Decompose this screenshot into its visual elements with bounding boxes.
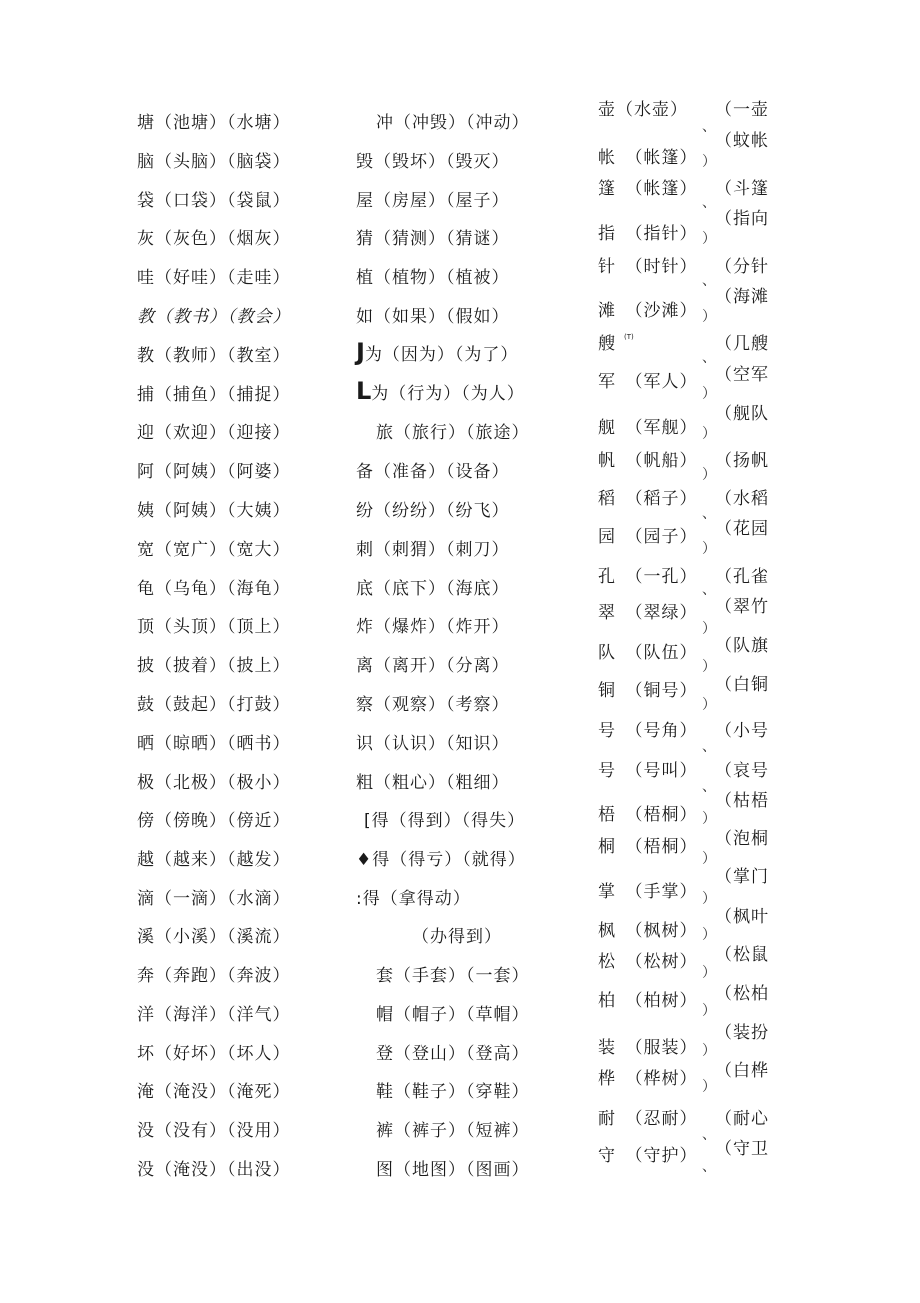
word-entry: 裤（裤子）（短裤）: [376, 1121, 530, 1141]
word-entry: 篷 （帐篷）: [598, 179, 698, 199]
word-entry: 备（准备）（设备）: [356, 462, 510, 482]
word-entry: 哇（好哇）（走哇）: [137, 268, 291, 288]
paren-mark: ）: [702, 965, 716, 981]
word-entry: 傍（傍晚）（傍近）: [137, 811, 291, 831]
word-entry: 毁（毁坏）（毁灭）: [356, 152, 510, 172]
word-entry: 艘: [598, 334, 616, 354]
word-entry: 旅（旅行）（旅途）: [376, 423, 530, 443]
paren-mark: ）: [702, 1003, 716, 1019]
paren-mark: ）: [702, 697, 716, 713]
word-entry: 帽（帽子）（草帽）: [376, 1005, 530, 1025]
bracket-prefix: [: [364, 811, 372, 831]
word-entry: 坏（好坏）（坏人）: [137, 1044, 291, 1064]
word-entry: 冲（冲毁）（冲动）: [376, 113, 530, 133]
paren-mark: ）: [702, 154, 716, 170]
word-entry-tail: （扬帆: [715, 451, 769, 471]
word-entry: 脑（头脑）（脑袋）: [137, 152, 291, 172]
word-entry-tail: （分针: [715, 257, 769, 277]
word-entry: 迎（欢迎）（迎接）: [137, 423, 291, 443]
word-entry-tail: （蚊帐: [715, 131, 769, 151]
word-entry: 号 （号叫）: [598, 761, 698, 781]
footnote-marker: (T): [624, 333, 634, 341]
word-entry: 粗（粗心）（粗细）: [356, 773, 510, 793]
word-entry: 帆 （帆船）: [598, 451, 698, 471]
word-entry: 柏 （柏树）: [598, 991, 698, 1011]
word-entry: 猜（猜测）（猜谜）: [356, 229, 510, 249]
word-entry: 宽（宽广）（宽大）: [137, 540, 291, 560]
word-entry: 底（底下）（海底）: [356, 579, 510, 599]
word-entry: 滴（一滴）（水滴）: [137, 889, 291, 909]
word-entry-tail: （几艘: [715, 334, 769, 354]
comma-mark: 、: [702, 739, 716, 755]
paren-mark: ）: [702, 386, 716, 402]
word-entry: 教（教师）（教室）: [137, 346, 291, 366]
word-entry: 披（披着）（披上）: [137, 656, 291, 676]
word-entry: 队 （队伍）: [598, 643, 698, 663]
word-entry: 如（如果）（假如）: [356, 307, 510, 327]
word-entry: 枫 （枫树）: [598, 921, 698, 941]
word-entry: 越（越来）（越发）: [137, 850, 291, 870]
word-entry: 桐 （梧桐）: [598, 837, 698, 857]
word-entry: 察（观察）（考察）: [356, 695, 510, 715]
word-entry-tail: （队旗: [715, 636, 769, 656]
word-entry: 溪（小溪）（溪流）: [137, 927, 291, 947]
word-entry: 塘（池塘）（水塘）: [137, 113, 291, 133]
word-entry-tail: （小号: [715, 721, 769, 741]
word-entry-tail: （守卫: [715, 1139, 769, 1159]
paren-mark: ）: [702, 467, 716, 483]
word-entry-tail: （斗篷: [715, 179, 769, 199]
comma-mark: 、: [702, 1159, 716, 1175]
paren-mark: ）: [702, 659, 716, 675]
word-entry-tail: （舰队: [715, 404, 769, 424]
word-entry: 刺（刺猬）（刺刀）: [356, 540, 510, 560]
word-entry: 套（手套）（一套）: [376, 966, 530, 986]
word-entry: 桦 （桦树）: [598, 1069, 698, 1089]
word-entry-wei-2: L为（行为）（为人）: [356, 377, 525, 405]
word-entry: 针 （时针）: [598, 257, 698, 277]
word-entry: 姨（阿姨）（大姨）: [137, 501, 291, 521]
word-entry: 指 （指针）: [598, 224, 698, 244]
word-entry: 装 （服装）: [598, 1038, 698, 1058]
word-entry-tail: （孔雀: [715, 567, 769, 587]
paren-mark: ）: [702, 1079, 716, 1095]
word-entry-tail: （白桦: [715, 1061, 769, 1081]
word-entry: 极（北极）（极小）: [137, 773, 291, 793]
word-entry: 洋（海洋）（洋气）: [137, 1005, 291, 1025]
word-entry: 军 （军人）: [598, 372, 698, 392]
word-entry-wei-1: J为（因为）（为了）: [356, 338, 519, 366]
word-entry-tail: （空军: [715, 365, 769, 385]
word-entry: 稻 （稻子）: [598, 489, 698, 509]
paren-mark: ）: [702, 927, 716, 943]
word-entry-tail: （翠竹: [715, 597, 769, 617]
word-entry: 守 （守护）: [598, 1146, 698, 1166]
word-entry: 滩 （沙滩）: [598, 301, 698, 321]
comma-mark: 、: [702, 195, 716, 211]
comma-mark: 、: [702, 350, 716, 366]
word-entry-tail: （指向: [715, 209, 769, 229]
paren-mark: ）: [702, 851, 716, 867]
word-entry-tail: （枯梧: [715, 791, 769, 811]
word-entry: 鼓（鼓起）（打鼓）: [137, 695, 291, 715]
paren-mark: ）: [702, 1043, 716, 1059]
word-entry: 帐 （帐篷）: [598, 148, 698, 168]
word-entry-tail: （装扮: [715, 1023, 769, 1043]
word-entry: 没（没有）（没用）: [137, 1121, 291, 1141]
comma-mark: 、: [702, 119, 716, 135]
word-entry: 炸（爆炸）（炸开）: [356, 617, 510, 637]
word-entry: 阿（阿姨）（阿婆）: [137, 462, 291, 482]
word-entry: 屋（房屋）（屋子）: [356, 191, 510, 211]
word-entry: 离（离开）（分离）: [356, 656, 510, 676]
word-entry-tail: （掌门: [715, 867, 769, 887]
word-entry-tail: （枫叶: [715, 907, 769, 927]
bracket-prefix: J: [356, 338, 365, 366]
paren-mark: ）: [702, 426, 716, 442]
word-entry-de-3: :得（拿得动）: [356, 889, 471, 909]
word-entry: 松 （松树）: [598, 952, 698, 972]
bracket-prefix: L: [356, 377, 372, 405]
comma-mark: 、: [702, 779, 716, 795]
word-entry-de-1: [得（得到）（得失）: [364, 811, 526, 831]
word-entry-tail: （耐心: [715, 1109, 769, 1129]
paren-mark: ）: [702, 541, 716, 557]
word-entry: 灰（灰色）（烟灰）: [137, 229, 291, 249]
word-entry-tail: （海滩: [715, 287, 769, 307]
word-entry: 顶（头顶）（顶上）: [137, 617, 291, 637]
word-entry: 识（认识）（知识）: [356, 734, 510, 754]
word-entry: 园 （园子）: [598, 527, 698, 547]
word-entry: 纷（纷纷）（纷飞）: [356, 501, 510, 521]
word-entry-de-2: ♦得（得亏）（就得）: [356, 850, 526, 870]
word-entry: 孔 （一孔）: [598, 567, 698, 587]
word-entry: 掌 （手掌）: [598, 882, 698, 902]
word-entry-tail: （水稻: [715, 489, 769, 509]
paren-mark: ）: [702, 309, 716, 325]
word-entry: 铜 （铜号）: [598, 681, 698, 701]
word-entry-tail: （白铜: [715, 675, 769, 695]
paren-mark: ）: [702, 621, 716, 637]
word-entry: 登（登山）（登高）: [376, 1044, 530, 1064]
comma-mark: 、: [702, 506, 716, 522]
word-entry-tail: （泡桐: [715, 829, 769, 849]
word-entry: 奔（奔跑）（奔波）: [137, 966, 291, 986]
paren-mark: ）: [702, 811, 716, 827]
word-entry: 教（教书）（教会）: [137, 307, 291, 327]
comma-mark: 、: [702, 273, 716, 289]
colon-prefix: :: [356, 889, 363, 909]
word-entry: 植（植物）（植被）: [356, 268, 510, 288]
word-entry: 袋（口袋）（袋鼠）: [137, 191, 291, 211]
word-entry: 没（淹没）（出没）: [137, 1160, 291, 1180]
word-entry: 淹（淹没）（淹死）: [137, 1082, 291, 1102]
word-entry: （办得到）: [412, 927, 502, 947]
word-entry: 耐 （忍耐）: [598, 1109, 698, 1129]
word-entry: 壶（水壶）: [598, 100, 688, 120]
paren-mark: ）: [702, 231, 716, 247]
word-entry: 龟（乌龟）（海龟）: [137, 579, 291, 599]
word-entry-tail: （一壶: [715, 100, 769, 120]
paren-mark: ）: [702, 891, 716, 907]
word-entry: 鞋（鞋子）（穿鞋）: [376, 1082, 530, 1102]
word-entry-tail: （松鼠: [715, 945, 769, 965]
word-entry-tail: （哀号: [715, 761, 769, 781]
word-entry: 晒（晾晒）（晒书）: [137, 734, 291, 754]
word-entry: 翠 （翠绿）: [598, 603, 698, 623]
word-entry: 图（地图）（图画）: [376, 1160, 530, 1180]
comma-mark: 、: [702, 1127, 716, 1143]
word-entry-tail: （松柏: [715, 984, 769, 1004]
word-entry: 号 （号角）: [598, 721, 698, 741]
diamond-prefix: ♦: [356, 850, 373, 870]
word-entry: 梧 （梧桐）: [598, 805, 698, 825]
word-entry-tail: （花园: [715, 519, 769, 539]
word-entry: 舰 （军舰）: [598, 418, 698, 438]
comma-mark: 、: [702, 582, 716, 598]
word-entry: 捕（捕鱼）（捕捉）: [137, 385, 291, 405]
